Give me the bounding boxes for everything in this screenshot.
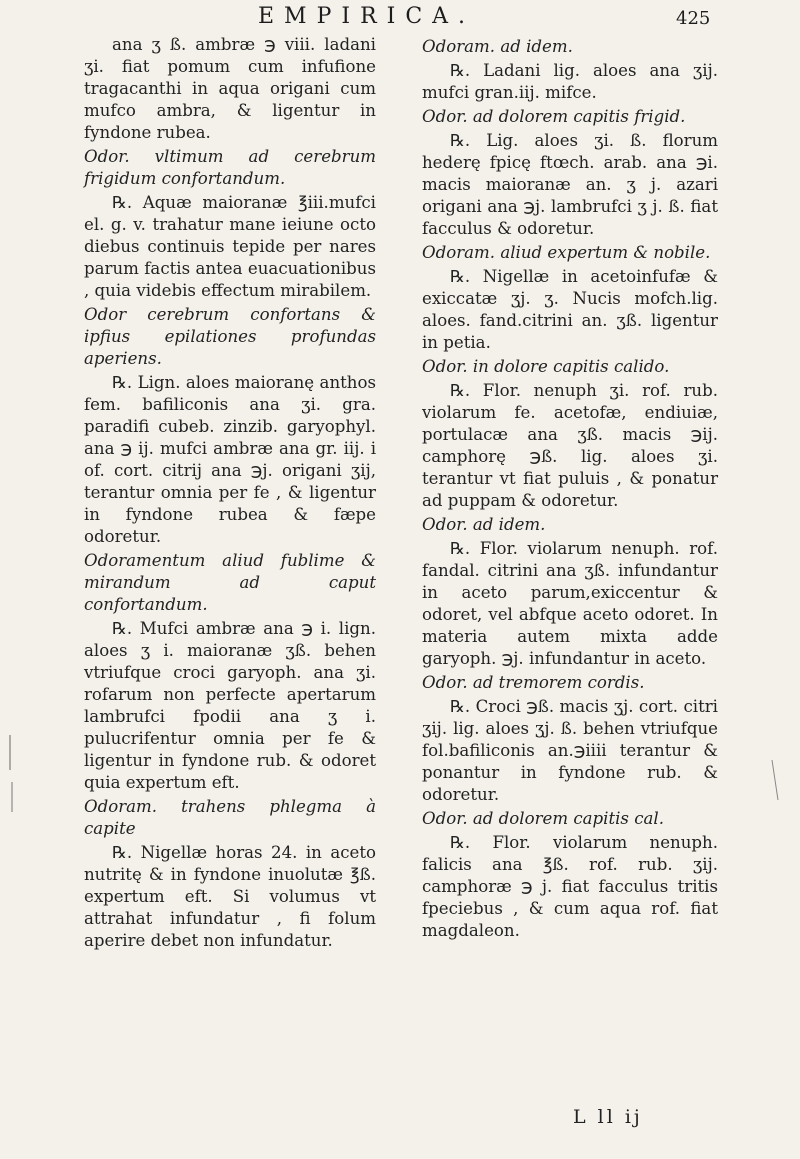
right-heading: Odor. in dolore capitis calido.: [422, 357, 670, 376]
left-heading: Odoramentum aliud fublime & mirandum ad caput confortandum.: [84, 551, 376, 614]
left-heading: Odoram. trahens phlegma à capite: [84, 797, 376, 838]
signature-mark: L ll ij: [573, 1106, 643, 1128]
right-paragraph: ℞. Ladani lig. aloes ana ʒij. mufci gran.iij. mifce.: [422, 61, 718, 102]
right-column: [422, 34, 718, 942]
right-heading: Odoram. aliud expertum & nobile.: [422, 243, 711, 262]
right-paragraph: ℞. Lig. aloes ʒi. ß. florum hederę fpicę ftœch. arab. ana ℈i. macis maioranæ an. ʒ j. azari origani ana ℈j. lambrufci ʒ j. ß. fiat facculus & odoretur.: [422, 131, 718, 238]
left-column: [84, 34, 376, 952]
right-heading: Odoram. ad idem.: [422, 37, 573, 56]
left-heading: Odor. vltimum ad cerebrum frigidum confortandum.: [84, 147, 376, 188]
right-heading: Odor. ad tremorem cordis.: [422, 673, 645, 692]
left-paragraph: ℞. Lign. aloes maioranę anthos fem. bafiliconis ana ʒi. gra. paradifi cubeb. zinzib. garyophyl. ana ℈ ij. mufci ambræ ana gr. iij. i of. cort. citrij ana ℈j. origani ʒij, terantur omnia per fe , & ligentur in fyndone rubea & fæpe odoretur.: [84, 373, 376, 546]
right-paragraph: ℞. Croci ℈ß. macis ʒj. cort. citri ʒij. lig. aloes ʒj. ß. behen vtriufque fol.bafiliconis an.℈iiii terantur & ponantur in fyndone rub. & odoretur.: [422, 697, 718, 804]
right-paragraph: ℞. Flor. violarum nenuph. falicis ana ℥ß. rof. rub. ʒij. camphoræ ℈ j. fiat facculus tritis fpeciebus , & cum aqua rof. fiat magdaleon.: [422, 833, 718, 940]
right-paragraph: ℞. Flor. violarum nenuph. rof. fandal. citrini ana ʒß. infundantur in aceto parum,exiccentur & odoret, vel abfque aceto odoret. In materia autem mixta adde garyoph. ℈j. infundantur in aceto.: [422, 539, 718, 668]
left-paragraph: ana ʒ ß. ambræ ℈ viii. ladani ʒi. fiat pomum cum infufione tragacanthi in aqua origani cum mufco ambra, & ligentur in fyndone rubea.: [84, 35, 376, 142]
right-heading: Odor. ad idem.: [422, 515, 546, 534]
right-paragraph: ℞. Nigellæ in acetoinfufæ & exiccatæ ʒj. ʒ. Nucis mofch.lig. aloes. fand.citrini an. ʒß. ligentur in petia.: [422, 267, 718, 352]
right-paragraph: ℞. Flor. nenuph ʒi. rof. rub. violarum fe. acetofæ, endiuiæ, portulacæ ana ʒß. macis ℈ij. camphorę ℈ß. lig. aloes ʒi. terantur vt fiat puluis , & ponatur ad puppam & odoretur.: [422, 381, 718, 510]
page-header: [0, 4, 800, 34]
page-number: 425: [676, 8, 711, 29]
right-heading: Odor. ad dolorem capitis cal.: [422, 809, 664, 828]
running-title: EMPIRICA.: [258, 4, 476, 29]
left-paragraph: ℞. Aquæ maioranæ ℥iii.mufci el. g. v. trahatur mane ieiune octo diebus continuis tepide per nares parum factis antea euacuationibus , quia videbis effectum mirabilem.: [84, 193, 376, 300]
left-paragraph: ℞. Mufci ambræ ana ℈ i. lign. aloes ʒ i. maioranæ ʒß. behen vtriufque croci garyoph. ana ʒi. rofarum non perfecte apertarum lambrufci fpodii ana ʒ i. pulucrifentur omnia per fe & ligentur in fyndone rub. & odoret quia expertum eft.: [84, 619, 376, 792]
left-heading: Odor cerebrum confortans & ipfius epilationes profundas aperiens.: [84, 305, 376, 368]
left-paragraph: ℞. Nigellæ horas 24. in aceto nutritę & in fyndone inuolutæ ℥ß. expertum eft. Si volumus vt attrahat infundatur , fi folum aperire debet non infundatur.: [84, 843, 376, 950]
right-heading: Odor. ad dolorem capitis frigid.: [422, 107, 686, 126]
